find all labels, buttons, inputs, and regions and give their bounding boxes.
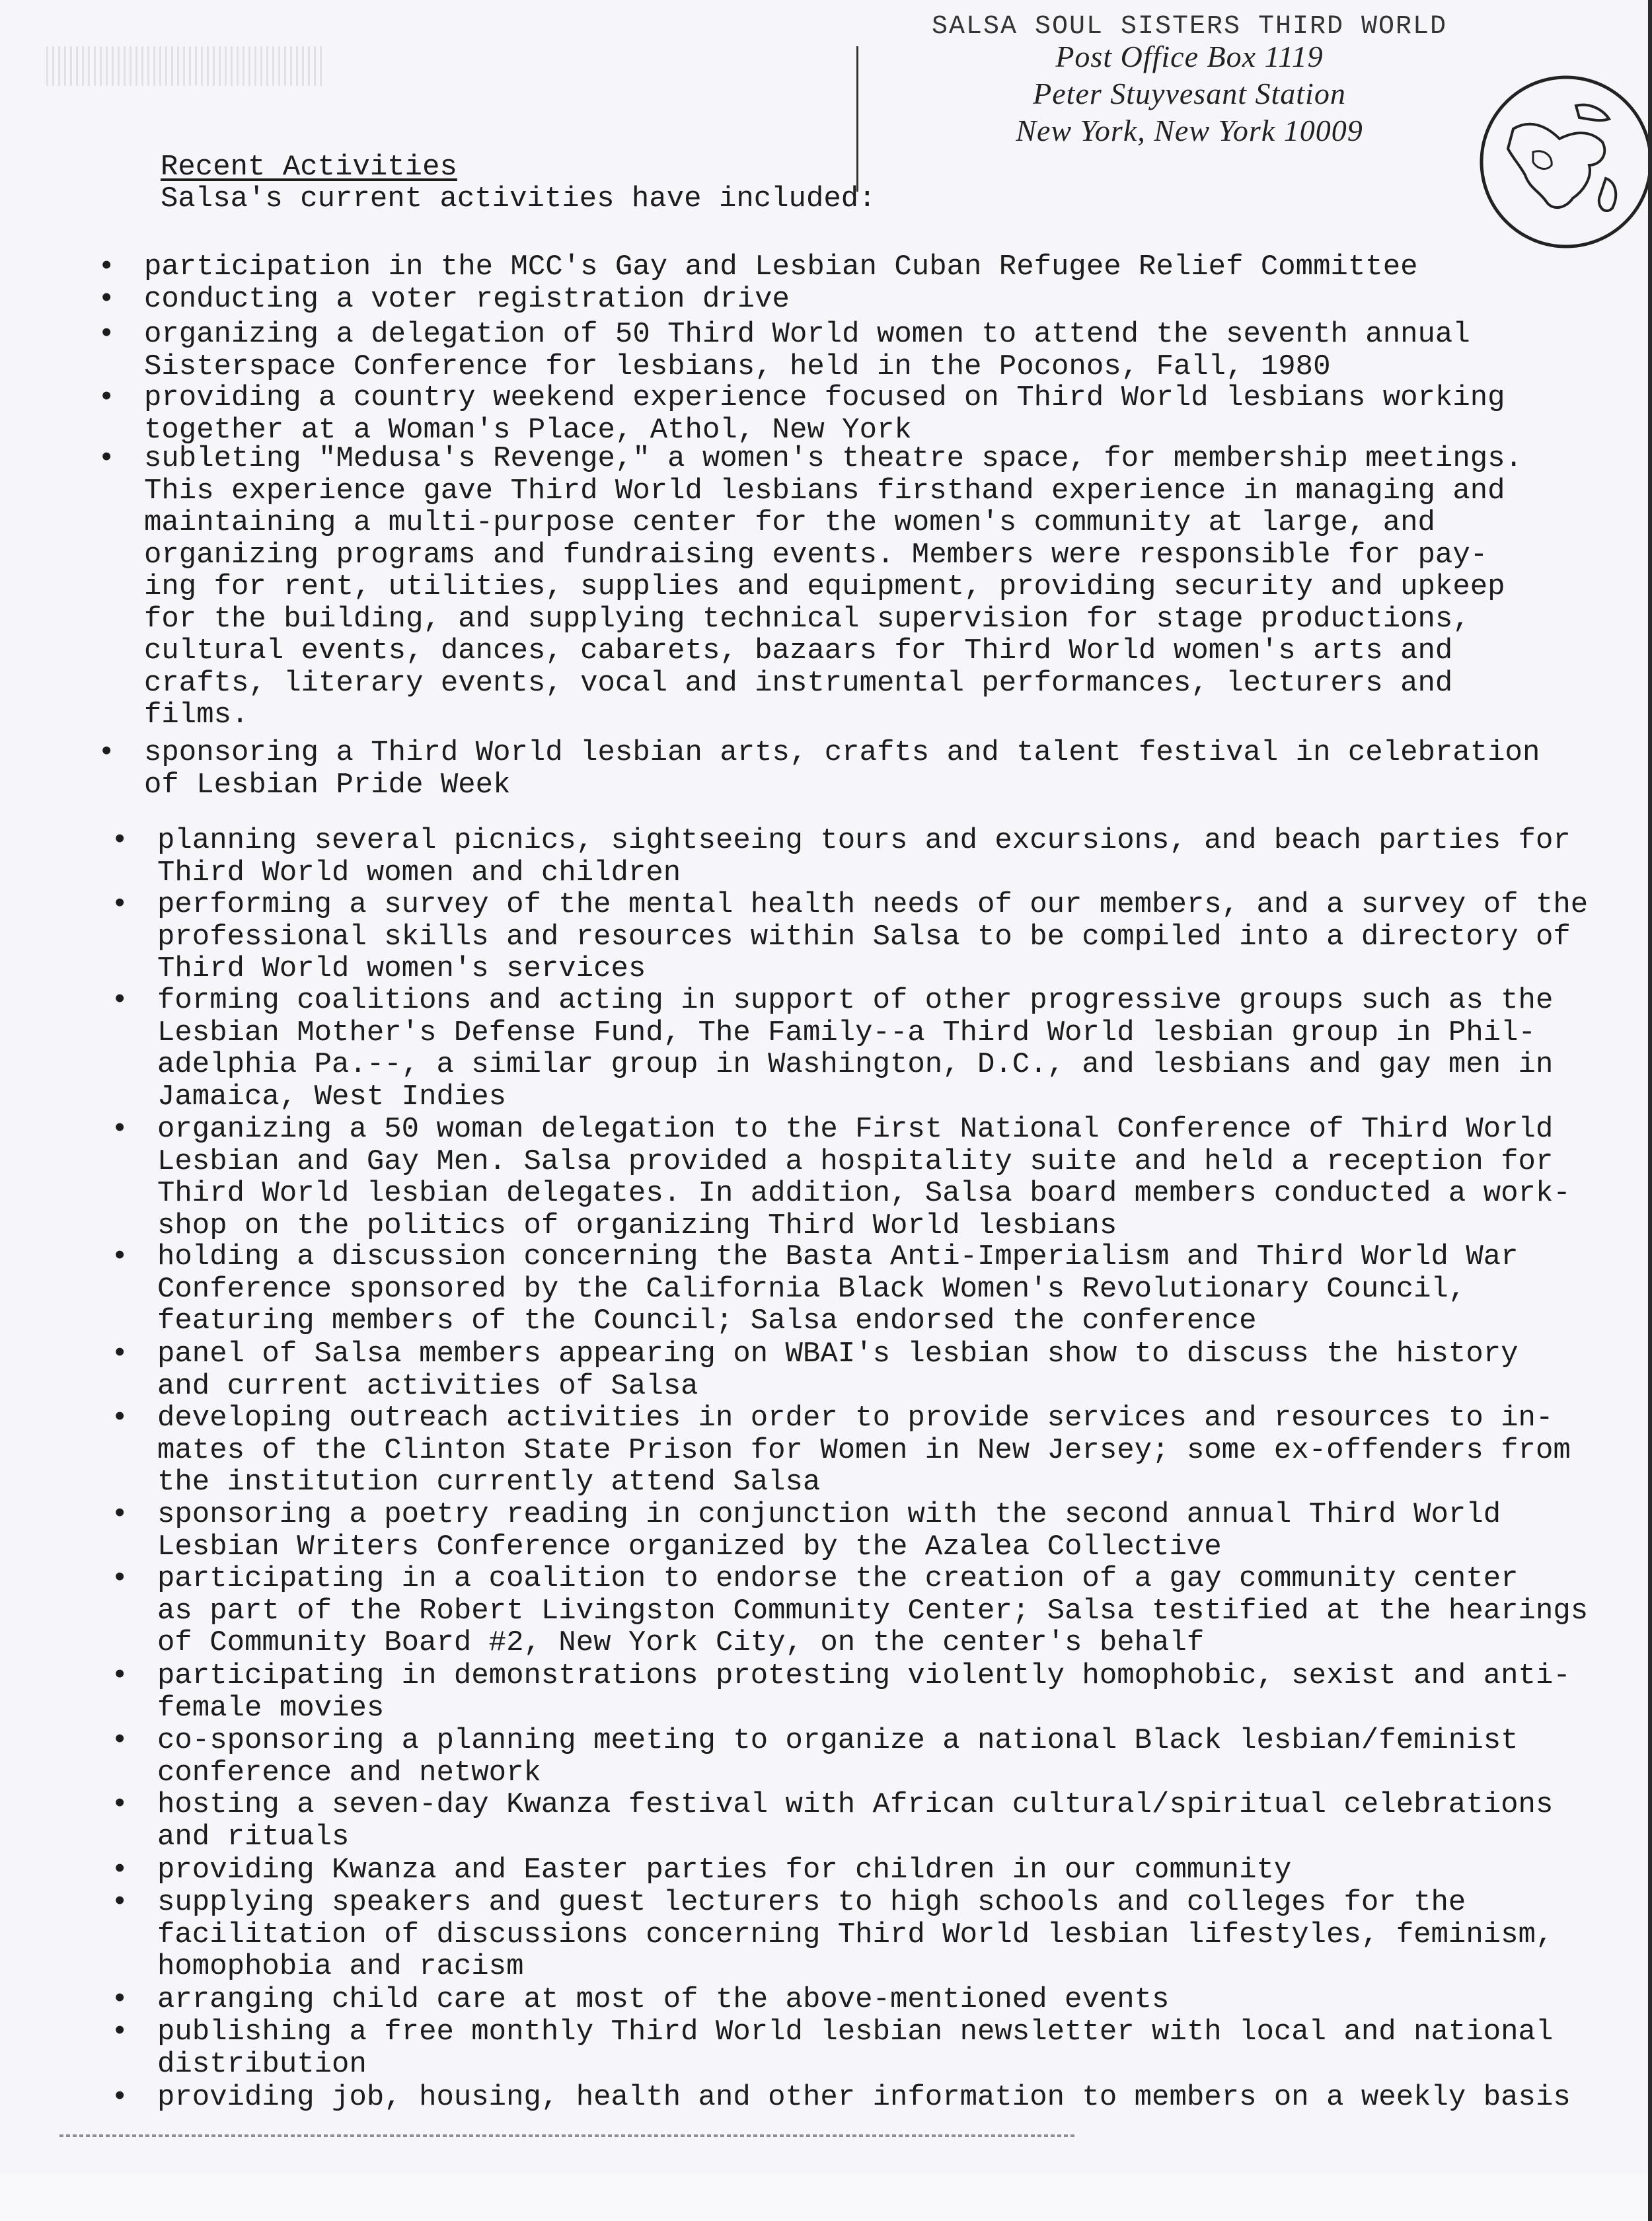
list-item-text: holding a discussion concerning the Basta Anti-Imperialism and Third World War Conference sponsored by the California Black Women's Revolutionary Council, featuring members of the Council; Salsa endorsed the conference <box>157 1240 1519 1337</box>
list-item <box>111 1886 1652 1983</box>
bullet-icon: • <box>111 1113 129 1146</box>
list-item <box>111 2081 1652 2114</box>
bullet-icon: • <box>98 318 116 351</box>
bullet-icon: • <box>98 381 116 414</box>
globe-logo-icon <box>1467 66 1652 258</box>
bullet-icon: • <box>111 1886 129 1919</box>
list-item-text: sponsoring a poetry reading in conjunction with the second annual Third World Lesbian Writers Conference organized by the Azalea Collective <box>157 1498 1501 1563</box>
list-item-text: providing job, housing, health and other information to members on a weekly basis <box>157 2081 1571 2114</box>
bullet-icon: • <box>111 1854 129 1887</box>
list-item <box>111 1498 1652 1563</box>
scan-edge <box>1648 0 1652 2221</box>
letterhead-address-line: Peter Stuyvesant Station <box>1033 77 1346 110</box>
list-item-text: sponsoring a Third World lesbian arts, crafts and talent festival in celebration of Lesbian Pride Week <box>144 736 1540 802</box>
list-item-text: planning several picnics, sightseeing tours and excursions, and beach parties for Third World women and children <box>157 824 1571 889</box>
list-item-text: forming coalitions and acting in support of other progressive groups such as the Lesbian Mother's Defense Fund, The Family--a Third World lesbian group in Phil- adelphia Pa.--, a similar group in Washington, D.C., and lesbians and gay men in Jamaica, West Indies <box>157 984 1554 1113</box>
bullet-icon: • <box>111 2015 129 2049</box>
letterhead-address-line: New York, New York 10009 <box>1016 114 1363 147</box>
list-item <box>111 1983 1652 2016</box>
list-item <box>98 381 1652 447</box>
list-item-text: subleting "Medusa's Revenge," a women's theatre space, for membership meetings. This experience gave Third World lesbians firsthand experience in managing and maintaining a multi-purpose center for the women's community at large, and organizing programs and fundraising events. Members were responsible for pay- ing for rent, utilities, supplies and equipment, providing security and upkeep for the building, and supplying technical supervision for stage productions, cultural events, dances, cabarets, bazaars for Third World women's arts and crafts, literary events, vocal and instrumental performances, lecturers and films. <box>144 442 1522 732</box>
bullet-icon: • <box>98 736 116 769</box>
list-item-text: publishing a free monthly Third World lesbian newsletter with local and national distribution <box>157 2015 1554 2081</box>
bullet-icon: • <box>111 824 129 857</box>
letterhead-address-line: Post Office Box 1119 <box>1055 40 1324 73</box>
bullet-icon: • <box>111 1659 129 1692</box>
list-item <box>98 250 1652 283</box>
list-item <box>111 2015 1652 2081</box>
list-item-text: participating in a coalition to endorse the creation of a gay community center as part of the Robert Livingston Community Center; Salsa testified at the hearings of Community Board #2, New York City, on the center's behalf <box>157 1562 1589 1659</box>
list-item <box>111 1562 1652 1659</box>
list-item <box>111 1337 1652 1403</box>
list-item <box>111 1240 1652 1337</box>
list-item <box>111 1788 1652 1854</box>
list-item-text: hosting a seven-day Kwanza festival with African cultural/spiritual celebrations and rituals <box>157 1788 1554 1854</box>
list-item-text: supplying speakers and guest lecturers to high schools and colleges for the facilitation of discussions concerning Third World lesbian lifestyles, feminism, homophobia and racism <box>157 1886 1554 1983</box>
list-item <box>111 984 1652 1113</box>
page-bottom-margin <box>0 2174 1652 2221</box>
list-item <box>111 1113 1652 1242</box>
list-item-text: providing a country weekend experience focused on Third World lesbians working together at a Woman's Place, Athol, New York <box>144 381 1505 447</box>
bullet-icon: • <box>98 250 116 283</box>
bullet-icon: • <box>111 1724 129 1757</box>
list-item <box>111 824 1652 889</box>
list-item-text: conducting a voter registration drive <box>144 283 790 316</box>
list-item-text: performing a survey of the mental health needs of our members, and a survey of the professional skills and resources within Salsa to be compiled into a directory of Third World women's services <box>157 888 1589 985</box>
list-item-text: providing Kwanza and Easter parties for children in our community <box>157 1854 1292 1887</box>
bullet-icon: • <box>98 283 116 316</box>
bullet-icon: • <box>111 1788 129 1821</box>
intro-text: Salsa's current activities have included: <box>161 182 876 215</box>
list-item-text: panel of Salsa members appearing on WBAI's lesbian show to discuss the history and current activities of Salsa <box>157 1337 1519 1403</box>
bullet-icon: • <box>111 1983 129 2016</box>
list-item-text: participation in the MCC's Gay and Lesbian Cuban Refugee Relief Committee <box>144 250 1418 283</box>
list-item-text: arranging child care at most of the above-mentioned events <box>157 1983 1170 2016</box>
list-item <box>98 318 1652 383</box>
bullet-icon: • <box>111 1498 129 1531</box>
bullet-icon: • <box>111 1402 129 1435</box>
list-item-text: participating in demonstrations protesting violently homophobic, sexist and anti- female movies <box>157 1659 1571 1725</box>
list-item-text: organizing a delegation of 50 Third World women to attend the seventh annual Sisterspace Conference for lesbians, held in the Poconos, Fall, 1980 <box>144 318 1470 383</box>
scan-smudge <box>46 46 324 86</box>
list-item <box>98 283 1652 316</box>
list-item-text: co-sponsoring a planning meeting to organize a national Black lesbian/feminist conference and network <box>157 1724 1519 1789</box>
list-item <box>111 1854 1652 1887</box>
letterhead-divider <box>856 46 858 192</box>
bullet-icon: • <box>111 2081 129 2114</box>
bullet-icon: • <box>98 442 116 475</box>
list-item-text: organizing a 50 woman delegation to the First National Conference of Third World Lesbian and Gay Men. Salsa provided a hospitality suite and held a reception for Third World lesbian delegates. In addition, Salsa board members conducted a work- shop on the politics of organizing Third World lesbians <box>157 1113 1571 1242</box>
letterhead <box>885 12 1493 149</box>
bullet-icon: • <box>111 984 129 1017</box>
bullet-icon: • <box>111 1337 129 1371</box>
bullet-icon: • <box>111 1562 129 1595</box>
list-item <box>98 736 1652 802</box>
list-item <box>111 1659 1652 1725</box>
letterhead-org: SALSA SOUL SISTERS THIRD WORLD <box>931 12 1448 38</box>
section-title: Recent Activities <box>161 151 457 184</box>
bullet-icon: • <box>111 1240 129 1273</box>
list-item-text: developing outreach activities in order to provide services and resources to in- mates of the Clinton State Prison for Women in New Jersey; some ex-offenders from the institution currently attend Salsa <box>157 1402 1571 1499</box>
list-item <box>111 1402 1652 1499</box>
list-item <box>111 1724 1652 1789</box>
bullet-icon: • <box>111 888 129 921</box>
list-item <box>111 888 1652 985</box>
list-item <box>98 442 1652 732</box>
scan-edge-rule <box>59 2134 1077 2137</box>
